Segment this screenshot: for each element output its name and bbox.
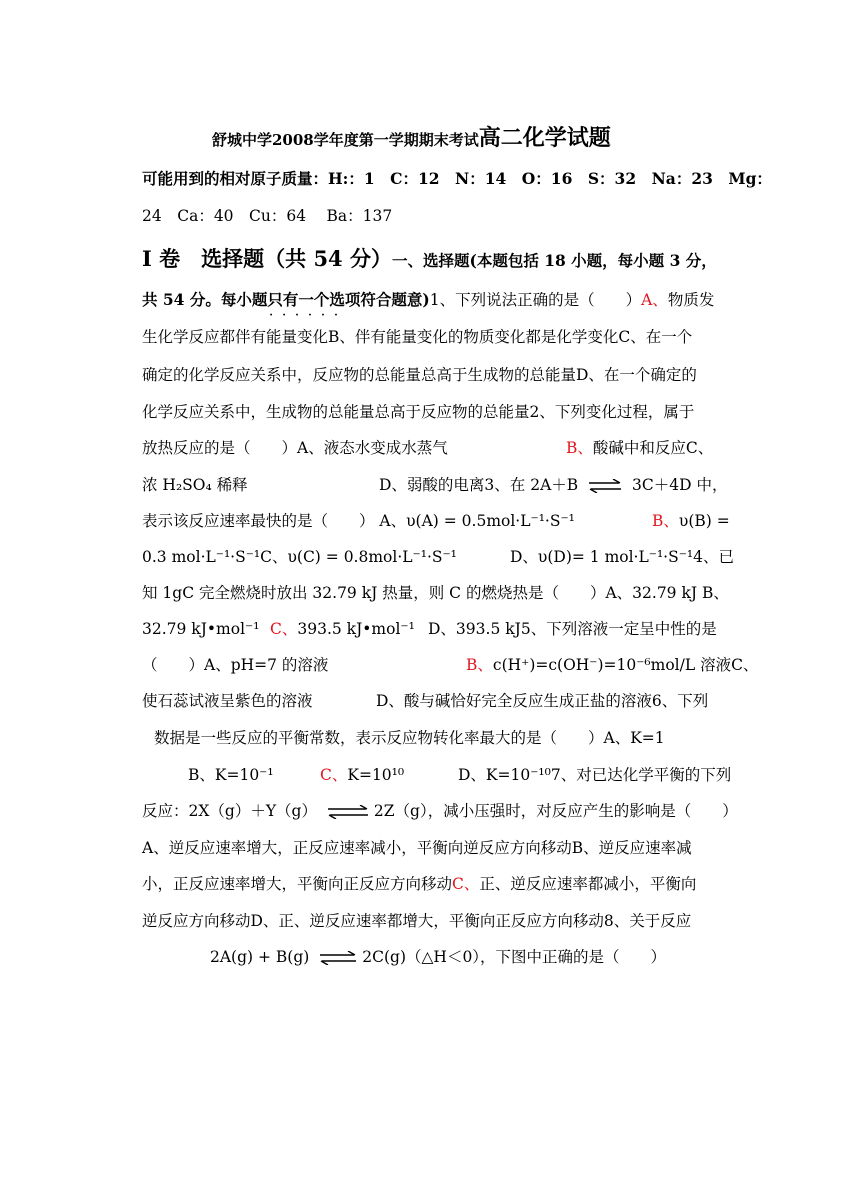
q4-option-b-text: 32.79 kJ•mol⁻¹: [142, 620, 260, 638]
q6-option-c-row: [320, 765, 404, 785]
text-line-4: 化学反应关系中，生成物的总能量总高于反应物的总能量2、下列变化过程，属于: [142, 403, 695, 421]
q8-equation-left: 2A(g) + B(g): [210, 948, 310, 966]
q3-option-d: D、υ(D)= 1 mol·L⁻¹·S⁻¹4、已: [510, 548, 734, 566]
q8-stem: [210, 947, 666, 967]
q7-option-b-end: 小，正反应速率增大，平衡向正反应方向移动: [142, 875, 453, 893]
q5-option-d: D、酸与碱恰好完全反应生成正盐的溶液6、下列: [376, 692, 709, 710]
q8-equation-right: 2C(g)（△H＜0），下图中正确的是（ ）: [362, 948, 667, 966]
title-school: 舒城中学2008学年度第一学期期末考试: [212, 131, 479, 149]
q7-option-c-label: C、: [452, 875, 480, 893]
q5-option-b-text: c(H⁺)=c(OH⁻)=10⁻⁶mol/L 溶液C、: [492, 656, 759, 674]
q6-option-c-text: K=10¹⁰: [347, 766, 405, 784]
intro-part-end: 符合题意): [360, 290, 430, 309]
exam-title: [212, 124, 611, 154]
q3-option-b-label: B、: [652, 512, 679, 530]
text-line-18: 逆反应方向移动D、正、逆反应速率都增大，平衡向正反应方向移动8、关于反应: [142, 912, 692, 930]
q5-option-c: 使石蕊试液呈紫色的溶液: [142, 692, 313, 710]
q3-option-b-row: [652, 511, 730, 531]
q6-option-b: B、K=10⁻¹: [188, 766, 274, 784]
equilibrium-arrow-icon: [326, 805, 370, 819]
q2-option-b-text: 酸碱中和反应C、: [592, 439, 714, 457]
equilibrium-arrow-icon: [587, 479, 623, 493]
section-heading-row: [142, 246, 717, 274]
q5-option-b-row: [466, 655, 758, 675]
q2-options-row1: [142, 438, 448, 458]
q7-option-c-text: 正、逆反应速率都减小，平衡向: [479, 875, 697, 893]
q3-stem-row: [379, 475, 727, 495]
q2-option-c: 浓 H₂SO₄ 稀释: [142, 476, 248, 494]
q7-stem: [142, 801, 738, 821]
q6-option-d: D、K=10⁻¹⁰7、对已达化学平衡的下列: [458, 766, 732, 784]
q7-stem-start: 反应：2X（g）＋Y（g）: [142, 802, 317, 820]
q5-option-b-label: B、: [466, 656, 493, 674]
atomic-masses-line1: 可能用到的相对原子质量：H:：1 C：12 N：14 O：16 S：32 Na：23 Mg：: [142, 169, 772, 188]
q2-option-b-label: B、: [566, 439, 593, 457]
section-heading: I 卷 选择题（共 54 分）: [142, 246, 392, 271]
text-line-3: 确定的化学反应关系中，反应物的总能量总高于生成物的总能量D、在一个确定的: [142, 366, 697, 384]
q2-option-b-row: [566, 438, 713, 458]
intro-part: 共 54 分。每小题: [142, 290, 268, 309]
q3-stem-end: 3C＋4D 中，: [632, 476, 728, 494]
title-subject: 高二化学试题: [478, 125, 611, 151]
q1-option-a-label: A、: [641, 291, 668, 309]
equilibrium-arrow-icon: [318, 951, 358, 965]
section-intro: 一、选择题(本题包括 18 小题，每小题 3 分，: [391, 251, 717, 270]
q3-option-b-text: υ(B) =: [678, 512, 730, 530]
section-intro-row2: [142, 290, 714, 310]
q5-option-a: （ ）A、pH=7 的溶液: [142, 656, 329, 674]
q3-option-a: 表示该反应速率最快的是（ ） A、υ(A) = 0.5mol·L⁻¹·S⁻¹: [142, 512, 575, 530]
q6-option-c-label: C、: [320, 766, 348, 784]
text-line-2: 生化学反应都伴有能量变化B、伴有能量变化的物质变化都是化学变化C、在一个: [142, 328, 693, 346]
atomic-masses-line2: 24 Ca：40 Cu：64 Ba：137: [142, 207, 393, 225]
text-line-16: A、逆反应速率增大，正反应速率减小，平衡向逆反应方向移动B、逆反应速率减: [142, 839, 692, 857]
q7-stem-end: 2Z（g），减小压强时，对反应产生的影响是（ ）: [373, 802, 738, 820]
q4-option-c-label: C、: [270, 620, 298, 638]
q1-option-a-text: 物质发: [667, 291, 715, 309]
q4-stem: 知 1gC 完全燃烧时放出 32.79 kJ 热量，则 C 的燃烧热是（ ）A、32.79 kJ: [142, 584, 698, 602]
q1-stem: 1、下列说法正确的是（ ）: [429, 291, 642, 309]
q3-stem: D、弱酸的电离3、在 2A＋B: [379, 476, 579, 494]
q4-option-d: D、393.5 kJ5、下列溶液一定呈中性的是: [428, 620, 717, 638]
q4-option-b-label: B、: [702, 584, 729, 602]
q4-option-c-text: 393.5 kJ•mol⁻¹: [297, 620, 415, 638]
q6-stem: 数据是一些反应的平衡常数，表示反应物转化率最大的是（ ）A、K=1: [154, 729, 665, 747]
q3-option-c: 0.3 mol·L⁻¹·S⁻¹C、υ(C) = 0.8mol·L⁻¹·S⁻¹: [142, 548, 457, 566]
intro-emphasis: 只有一个选项 · · ·: [267, 290, 360, 309]
q2-option-a: 放热反应的是（ ）A、液态水变成水蒸气: [142, 439, 448, 457]
q4-option-c-row: [270, 619, 415, 639]
q7-options-row: [142, 874, 696, 894]
